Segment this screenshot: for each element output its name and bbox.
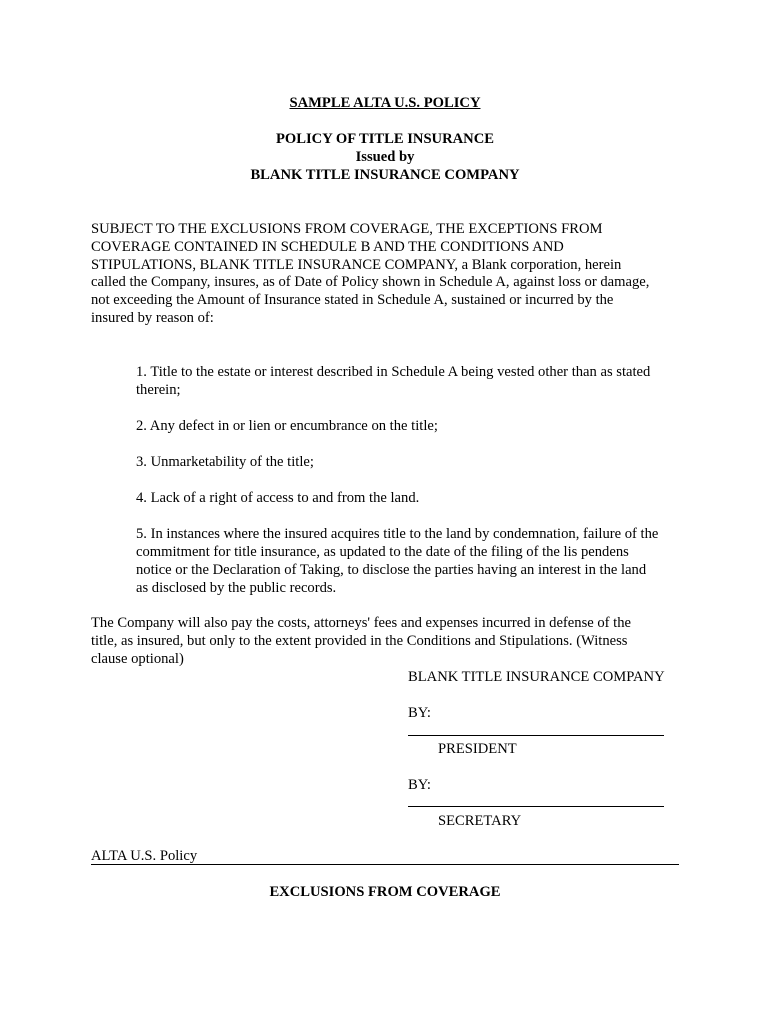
closing-line: clause optional) — [91, 651, 184, 667]
signature-by-label: BY: — [408, 705, 431, 721]
intro-line: not exceeding the Amount of Insurance stated in Schedule A, sustained or incurred by the — [91, 292, 614, 308]
coverage-item-4: 4. Lack of a right of access to and from the land. — [136, 490, 420, 506]
closing-line: title, as insured, but only to the extent provided in the Conditions and Stipulations. (Witness — [91, 633, 628, 649]
closing-line: The Company will also pay the costs, attorneys' fees and expenses incurred in defense of the — [91, 615, 632, 631]
coverage-item-5-cont: as disclosed by the public records. — [136, 580, 337, 596]
intro-line: COVERAGE CONTAINED IN SCHEDULE B AND THE CONDITIONS AND — [91, 239, 564, 255]
coverage-item-1: 1. Title to the estate or interest described in Schedule A being vested other than as stated — [136, 364, 651, 380]
issued-by: Issued by — [355, 149, 415, 165]
footer-rule — [91, 864, 679, 865]
coverage-item-5: 5. In instances where the insured acquires title to the land by condemnation, failure of the — [136, 526, 659, 542]
coverage-item-3: 3. Unmarketability of the title; — [136, 454, 314, 470]
coverage-item-5-cont: commitment for title insurance, as updated to the date of the filing of the lis pendens — [136, 544, 629, 560]
secretary-title: SECRETARY — [438, 813, 522, 829]
intro-line: SUBJECT TO THE EXCLUSIONS FROM COVERAGE, THE EXCEPTIONS FROM — [91, 221, 603, 237]
intro-line: called the Company, insures, as of Date of Policy shown in Schedule A, against loss or damage, — [91, 274, 650, 290]
sample-title: SAMPLE ALTA U.S. POLICY — [289, 95, 481, 111]
president-title: PRESIDENT — [438, 741, 517, 757]
intro-line: insured by reason of: — [91, 310, 214, 326]
footer-label: ALTA U.S. Policy — [91, 848, 198, 864]
issuer-company: BLANK TITLE INSURANCE COMPANY — [250, 167, 520, 183]
coverage-item-5-cont: notice or the Declaration of Taking, to disclose the parties having an interest in the land — [136, 562, 647, 578]
policy-title: POLICY OF TITLE INSURANCE — [275, 131, 494, 147]
coverage-item-2: 2. Any defect in or lien or encumbrance on the title; — [136, 418, 438, 434]
signature-line-president — [408, 735, 664, 736]
signature-line-secretary — [408, 806, 664, 807]
exclusions-heading: EXCLUSIONS FROM COVERAGE — [269, 884, 501, 900]
intro-line: STIPULATIONS, BLANK TITLE INSURANCE COMPANY, a Blank corporation, herein — [91, 257, 622, 273]
coverage-item-1-cont: therein; — [136, 382, 181, 398]
signature-by-label: BY: — [408, 777, 431, 793]
signature-company: BLANK TITLE INSURANCE COMPANY — [408, 669, 665, 685]
